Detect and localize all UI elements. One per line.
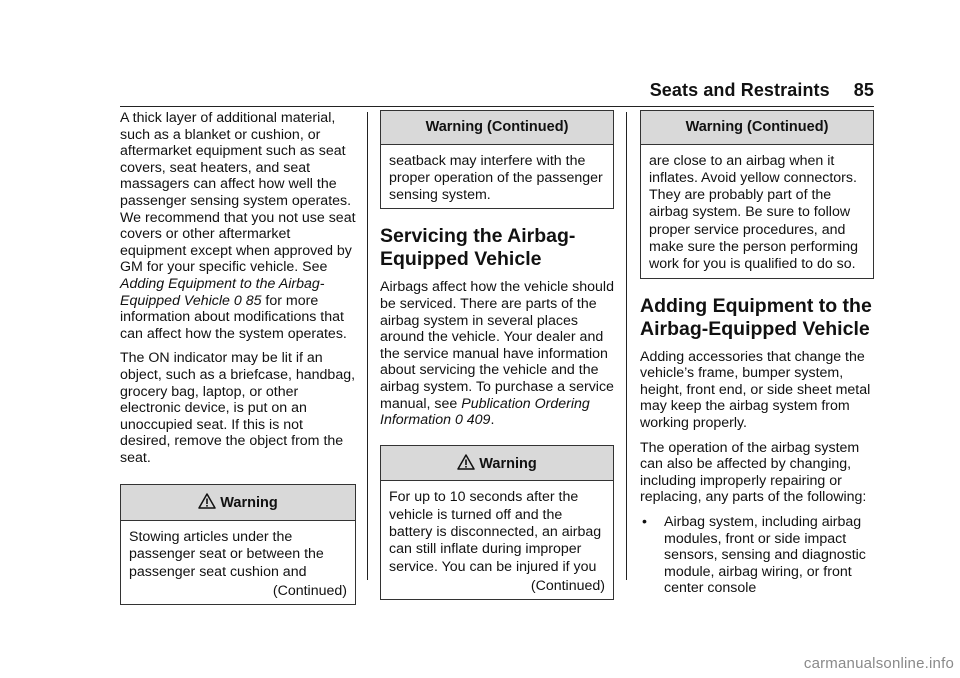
- warning-header: Warning: [381, 446, 613, 482]
- paragraph-seat-material: A thick layer of additional material, such as a blanket or cushion, or aftermarket equipment such as seat covers, seat heaters, and seat massagers can affect how well the passenger sensing system operates. We recommend that you not use seat covers or other aftermarket equipment except when approved by GM for your specific vehicle. See Adding Equipment to the Airbag-Equipped Vehicle 0 85 for more information about modifications that can affect how the system operates.: [120, 110, 356, 342]
- paragraph-on-indicator: The ON indicator may be lit if an object, such as a briefcase, handbag, grocery bag, laptop, or other electronic device, is put on an unoccupied seat. If this is not desired, remove the object from the seat.: [120, 350, 356, 466]
- column-divider-1: [367, 112, 368, 580]
- link-publication-ordering[interactable]: Publication Ordering Information: [380, 395, 590, 429]
- link-adding-equipment[interactable]: Adding Equipment to the Airbag-Equipped Vehicle: [120, 275, 325, 309]
- continued-label: (Continued): [530, 577, 605, 594]
- warning-box-stowing: [120, 484, 356, 605]
- section-title: Seats and Restraints: [649, 80, 830, 100]
- paragraph-servicing: Airbags affect how the vehicle should be serviced. There are parts of the airbag system in several places around the vehicle. Your dealer and the service manual have information about servicing the vehicle and the airbag system. To purchase a service manual, see Publication Ordering Information 0 409.: [380, 279, 614, 429]
- warning-body: For up to 10 seconds after the vehicle is turned off and the battery is disconnected, an airbag can still inflate during improper service. You can be injured if you (Continued): [389, 489, 605, 594]
- page-header: [650, 80, 874, 101]
- paragraph-operation: The operation of the airbag system can also be affected by changing, including improperly repairing or replacing, any parts of the following:: [640, 439, 867, 506]
- warning-header: Warning (Continued): [381, 111, 613, 145]
- heading-servicing: Servicing the Airbag-Equipped Vehicle: [380, 225, 576, 271]
- list-item: • Airbag system, including airbag modules, front or side impact sensors, sensing and diagnostic module, airbag wiring, or front center console: [642, 514, 866, 597]
- warning-body: are close to an airbag when it inflates. Avoid yellow connectors. They are probably part of the airbag system. Be sure to follow proper service procedures, and make sure the person performing work for you is qualified to do so.: [649, 152, 858, 273]
- warning-icon: [457, 454, 475, 470]
- warning-header: Warning (Continued): [641, 111, 873, 145]
- header-rule: [120, 106, 874, 107]
- warning-box-continued: [640, 110, 874, 279]
- page-number: 85: [853, 80, 874, 100]
- bullet-mark: •: [642, 514, 647, 531]
- paragraph-accessories: Adding accessories that change the vehicle’s frame, bumper system, height, front end, or side sheet metal may keep the airbag system from working properly.: [640, 348, 871, 432]
- column-2: [380, 110, 614, 610]
- warning-box-inflate: [380, 445, 614, 600]
- column-divider-2: [626, 112, 627, 580]
- heading-adding-equipment: Adding Equipment to the Airbag-Equipped Vehicle: [640, 294, 872, 340]
- warning-box-continued: [380, 110, 614, 209]
- column-3: [640, 110, 874, 597]
- column-1: [120, 110, 356, 615]
- warning-icon: [198, 493, 216, 509]
- warning-body: seatback may interfere with the proper operation of the passenger sensing system.: [389, 152, 603, 204]
- page-ref-409[interactable]: 0 409: [454, 412, 491, 429]
- page-ref-85[interactable]: 0 85: [233, 292, 262, 309]
- continued-label: (Continued): [272, 582, 347, 599]
- warning-header: Warning: [121, 485, 355, 521]
- watermark: carmanualsonline.info: [803, 655, 954, 672]
- warning-body: Stowing articles under the passenger seat or between the passenger seat cushion and (Continued): [129, 529, 347, 599]
